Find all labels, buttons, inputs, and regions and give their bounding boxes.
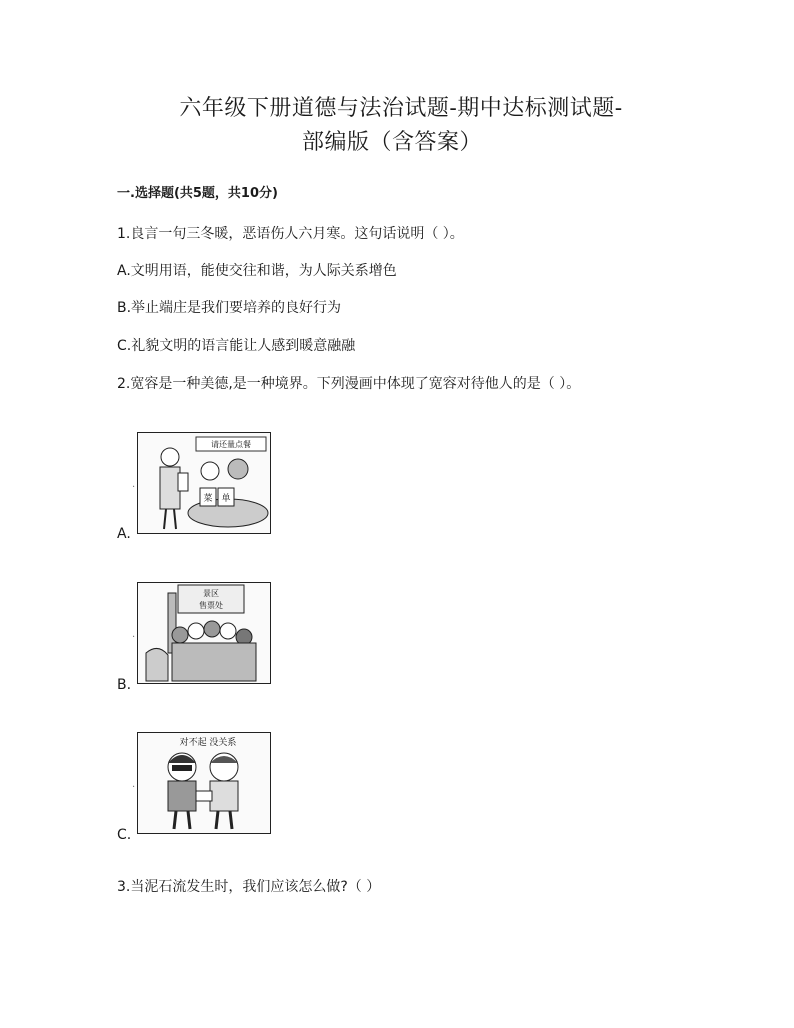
section-heading: 一.选择题(共5题，共10分) xyxy=(117,186,278,201)
question-3-stem: 3.当泥石流发生时，我们应该怎么做?（ ） xyxy=(117,879,381,895)
cartoon-b-sign-line1: 景区 xyxy=(203,589,219,598)
bullet-dot: · xyxy=(132,782,136,793)
cartoon-a-menu-text-2: 单 xyxy=(221,494,231,504)
bullet-dot: · xyxy=(132,482,136,493)
cartoon-a-image xyxy=(137,432,271,534)
cartoon-a-drawing xyxy=(138,433,270,533)
question-2-option-a: A. xyxy=(117,526,131,542)
bullet-dot: · xyxy=(132,632,136,643)
paper-title-line1: 六年级下册道德与法治试题-期中达标测试题- xyxy=(179,96,623,121)
question-2-option-b: B. xyxy=(117,677,132,693)
cartoon-a-bubble-text: 请还量点餐 xyxy=(211,440,251,449)
cartoon-a-menu-text-1: 菜 xyxy=(203,494,213,504)
cartoon-c-drawing xyxy=(138,733,270,833)
cartoon-b-drawing xyxy=(138,583,270,683)
question-1-option-c: C.礼貌文明的语言能让人感到暖意融融 xyxy=(117,338,356,354)
cartoon-c-speech-text: 对不起 没关系 xyxy=(179,738,237,748)
question-2-option-c: C. xyxy=(117,827,132,843)
paper-title-line2: 部编版（含答案） xyxy=(301,130,482,155)
cartoon-b-image xyxy=(137,582,271,684)
question-1-option-a: A.文明用语，能使交往和谐，为人际关系增色 xyxy=(117,263,397,279)
cartoon-b-sign-line2: 售票处 xyxy=(199,601,223,610)
question-1-option-b: B.举止端庄是我们要培养的良好行为 xyxy=(117,300,342,316)
cartoon-c-image xyxy=(137,732,271,834)
question-1-stem: 1.良言一句三冬暖，恶语伤人六月寒。这句话说明（ ）。 xyxy=(117,226,464,242)
question-2-stem: 2.宽容是一种美德,是一种境界。下列漫画中体现了宽容对待他人的是（ ）。 xyxy=(117,376,581,392)
